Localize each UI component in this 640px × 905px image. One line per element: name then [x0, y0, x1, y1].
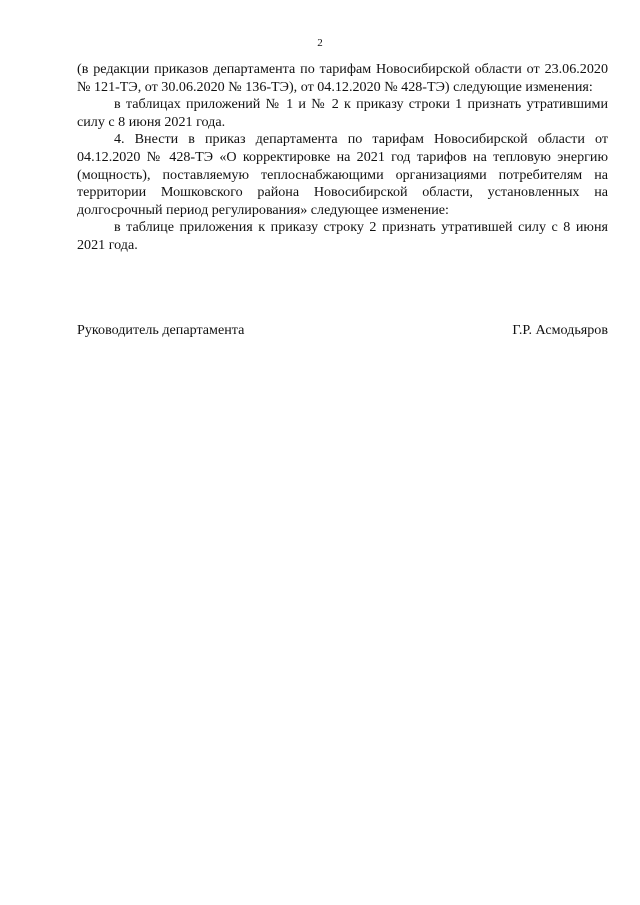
paragraph-table-row-amendment: в таблице приложения к приказу строку 2 признать утратившей силу с 8 июня 2021 года. [77, 219, 608, 253]
signature-block [77, 322, 608, 340]
paragraph-tables-amendment: в таблицах приложений № 1 и № 2 к приказу строки 1 признать утратившими силу с 8 июня 2021 года. [77, 96, 608, 130]
document-body [77, 61, 608, 255]
signatory-position: Руководитель департамента [77, 322, 245, 338]
page-number: 2 [317, 37, 323, 49]
signatory-name: Г.Р. Асмодьяров [512, 322, 608, 338]
paragraph-item-4: 4. Внести в приказ департамента по тарифам Новосибирской области от 04.12.2020 № 428-ТЭ «О корректировке на 2021 год тарифов на тепловую энергию (мощность), поставляемую теплоснабжающими организациями потребителям на территории Мошковского района Новосибирской области, установленных на долгосрочный период регулирования» следующее изменение: [77, 131, 608, 218]
paragraph-continuation: (в редакции приказов департамента по тарифам Новосибирской области от 23.06.2020 № 121-ТЭ, от 30.06.2020 № 136-ТЭ), от 04.12.2020 № 428-ТЭ) следующие изменения: [77, 61, 608, 95]
